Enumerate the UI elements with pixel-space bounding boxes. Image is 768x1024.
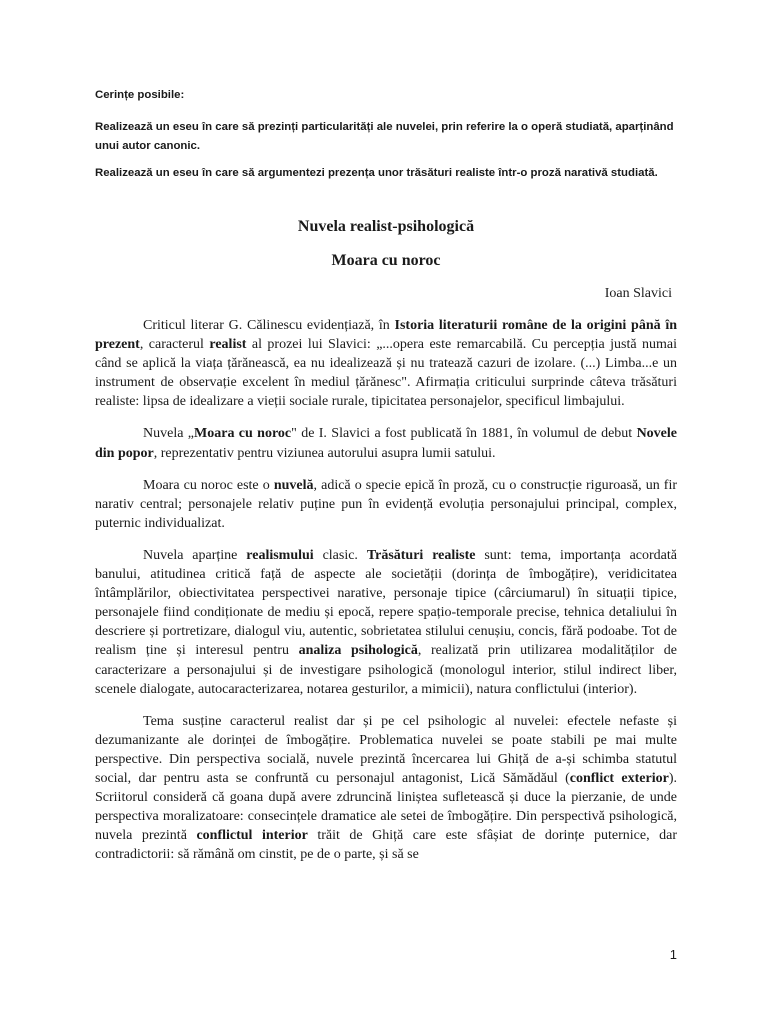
text: trăit de Ghiță care este sfâșiat de dorințe puternice, dar contradictorii: să rămână om cinstit, pe de o parte, și să se: [95, 828, 677, 863]
requirements-block: [95, 86, 695, 183]
text: Criticul literar G. Călinescu evidențiază, în: [143, 318, 395, 333]
paragraph-4: [95, 546, 677, 699]
requirements-label: Cerințe posibile:: [95, 89, 185, 101]
requirement-2: Realizează un eseu în care să argumentezi prezența unor trăsături realiste într-o proză narativă studiată.: [95, 167, 658, 179]
bold-text: Istoria literaturii române de la origini până în prezent: [95, 318, 678, 353]
text: ). Scriitorul consideră că goana după avere zdruncină liniștea sufletească și duce la pierzanie, de unde perspectiva moralizatoare: consecințele dramatice ale setei de îmbogățire. Din perspectivă psihologică, nuvela prezintă: [95, 770, 677, 844]
text: Moara cu noroc este o: [143, 477, 274, 493]
text: Tema susține caracterul realist dar și pe cel psihologic al nuvelei: efectele nefaste și dezumanizante ale dorinței de îmbogățire. Problematica nuvelei se poate stabili pe mai multe perspective. Din perspectiva socială, nuvele prezintă încercarea lui Ghiță de a-și schimba statutul social, dar pentru asta se confruntă cu personajul antagonist, Lică Sămădăul (: [95, 713, 677, 786]
bold-text: Moara cu noroc: [194, 426, 292, 442]
bold-text: conflictul interior: [196, 828, 308, 844]
paragraph-1: [95, 316, 677, 411]
text: Nuvela „: [143, 426, 195, 442]
text: , realizată prin utilizarea modalităților de caracterizare a personajului și de investigare psihologică (monologul interior, stilul indirect liber, scenele dialogate, autocaracterizarea, notarea gesturilor, a mimicii), natura conflictului (interior).: [95, 643, 677, 697]
requirement-1: Realizează un eseu în care să prezinți particularități ale nuvelei, prin referire la o operă studiată, aparținând unui autor canonic.: [95, 121, 674, 152]
text: , adică o specie epică în proză, cu o construcție riguroasă, un fir narativ central; personajele relativ puține pun în evidență evoluția personajului principal, complex, puternic individualizat.: [95, 477, 677, 531]
author-name: Ioan Slavici: [604, 286, 672, 301]
document-title: Nuvela realist-psihologică: [297, 218, 475, 235]
text: Nuvela aparține: [143, 547, 247, 563]
text: " de I. Slavici a fost publicată în 1881, în volumul de debut: [291, 426, 637, 442]
bold-text: analiza psihologică: [298, 643, 418, 659]
paragraph-2: [95, 424, 677, 462]
document-body: [95, 316, 677, 864]
paragraph-3: [95, 476, 677, 533]
page-number: 1: [669, 947, 677, 962]
text: , caracterul: [139, 337, 210, 353]
text: clasic.: [313, 547, 367, 563]
paragraph-5: [95, 712, 677, 865]
document-subtitle: Moara cu noroc: [331, 252, 441, 269]
bold-text: realist: [209, 337, 247, 353]
bold-text: Novele din popor: [95, 426, 677, 461]
text: al prozei lui Slavici: „...opera este remarcabilă. Cu percepția justă numai când se aplică la viața țărănească, ea nu idealizează și nu tratează cazuri de izolare. (...) Limba...e un instrument de observație excelent în mediul țărănesc". Afirmația criticului surprinde câteva trăsături realiste: lipsa de idealizare a vieții sociale rurale, tipicitatea personajelor, specificul limbajului.: [95, 337, 677, 410]
bold-text: nuvelă: [273, 477, 314, 493]
bold-text: realismului: [246, 547, 314, 563]
text: sunt: tema, importanța acordată banului, atitudinea critică față de aspecte ale societății (dorința de îmbogățire), veridicitatea întâmplărilor, obiectivitatea perspectivei narative, personaje tipice (cârciumarul) în situații tipice, personajele fiind condiționate de mediu și epocă, repere spațio-temporale precise, tehnica detaliului în descriere și portretizare, dialogul viu, autentic, sobrietatea stilului cenușiu, concis, fără podoabe. Tot de realism ține și interesul pentru: [95, 547, 677, 659]
bold-text: conflict exterior: [569, 770, 669, 786]
text: , reprezentativ pentru viziunea autorului asupra lumii satului.: [153, 445, 496, 461]
bold-text: Trăsături realiste: [366, 547, 476, 563]
